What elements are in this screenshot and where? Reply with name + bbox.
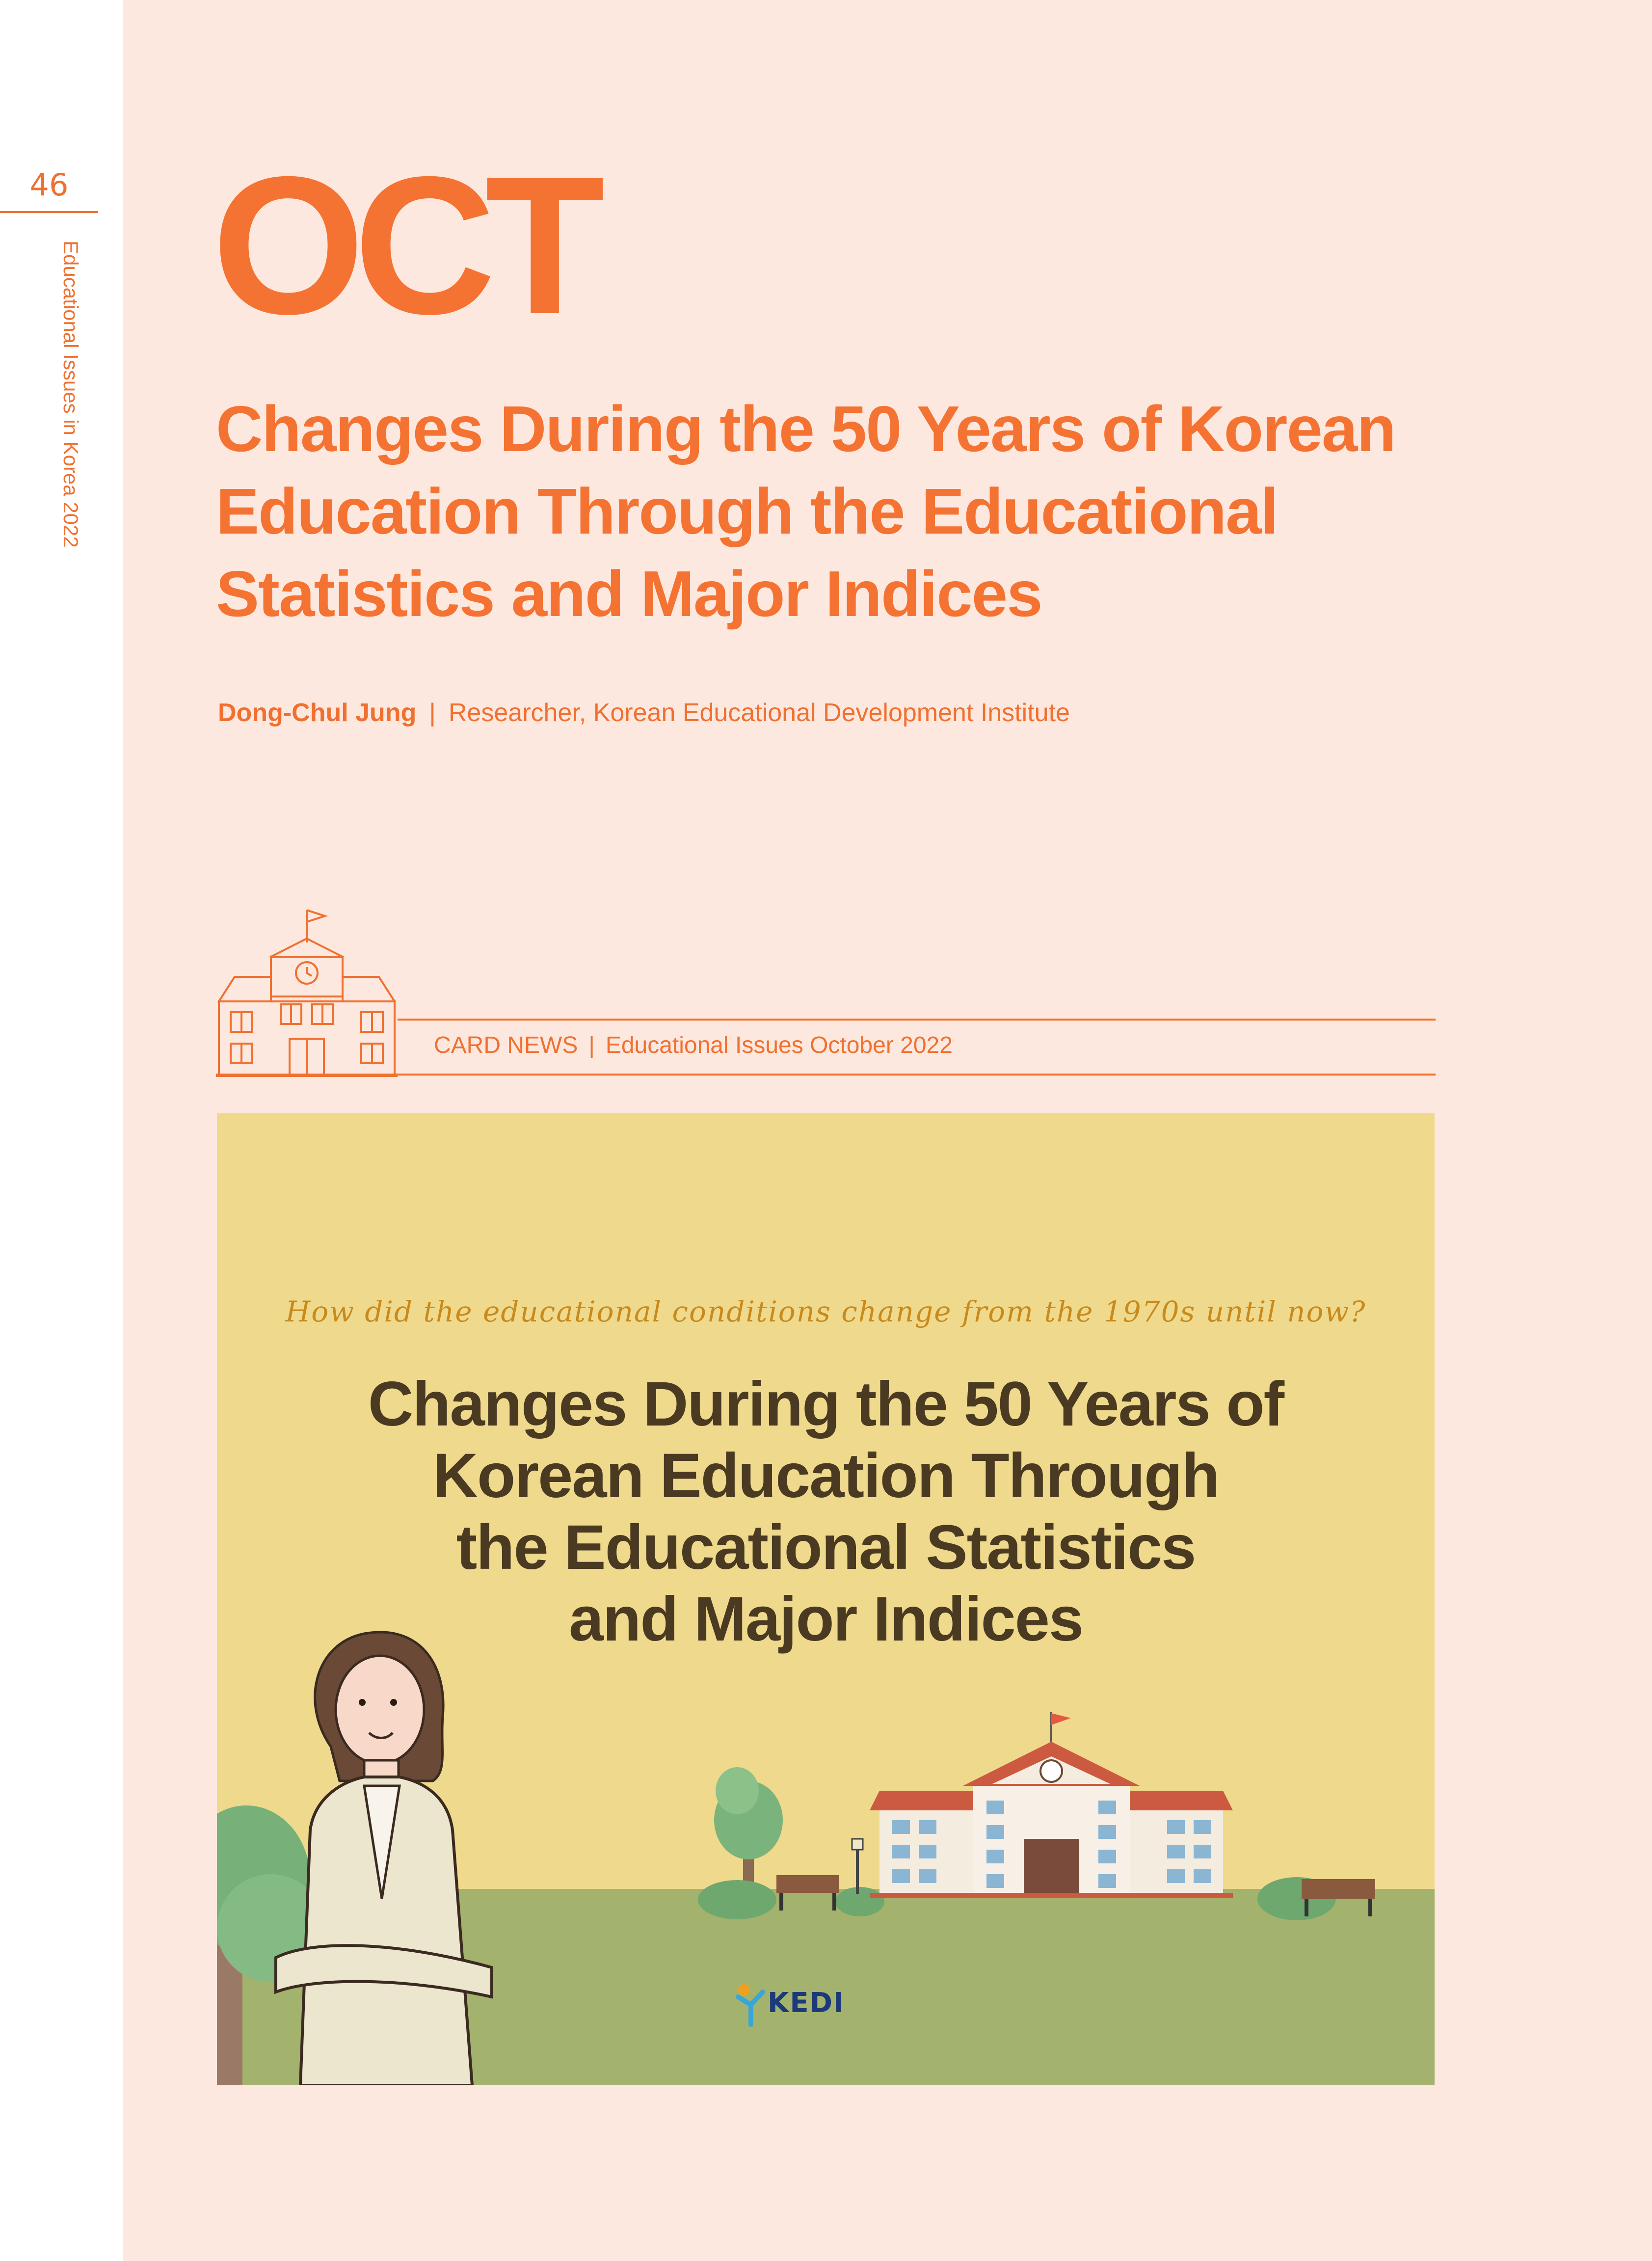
month-heading: OCT bbox=[212, 135, 594, 355]
card-title-line: Korean Education Through bbox=[432, 1441, 1219, 1511]
article-title bbox=[216, 388, 1492, 635]
card-news-image bbox=[217, 1113, 1435, 2085]
card-header-label bbox=[434, 1032, 953, 1059]
card-title-line: Changes During the 50 Years of bbox=[368, 1369, 1284, 1439]
card-header-rule-top bbox=[398, 1019, 1436, 1021]
kedi-logo-text: KEDI bbox=[768, 1987, 845, 2019]
page-number-rule bbox=[0, 211, 98, 213]
author-affiliation: Researcher, Korean Educational Development Institute bbox=[448, 699, 1070, 727]
card-issue-label: Educational Issues October 2022 bbox=[605, 1032, 953, 1058]
article-title-line: Education Through the Educational bbox=[216, 475, 1278, 547]
card-header-rule-bottom bbox=[216, 1074, 1436, 1076]
article-title-line: Changes During the 50 Years of Korean bbox=[216, 393, 1395, 465]
card-header-separator: | bbox=[588, 1032, 595, 1058]
card-question: How did the educational conditions change from the 1970s until now? bbox=[285, 1295, 1366, 1328]
running-head: Educational Issues in Korea 2022 bbox=[59, 241, 82, 548]
article-title-line: Statistics and Major Indices bbox=[216, 558, 1042, 630]
card-title-line: the Educational Statistics bbox=[456, 1512, 1196, 1583]
card-title bbox=[315, 1369, 1336, 1655]
page-number: 46 bbox=[29, 167, 69, 203]
card-news-label: CARD NEWS bbox=[434, 1032, 578, 1058]
byline bbox=[218, 698, 1070, 727]
byline-separator: | bbox=[429, 699, 436, 727]
card-title-line: and Major Indices bbox=[568, 1584, 1083, 1654]
author-name: Dong-Chul Jung bbox=[218, 699, 417, 727]
school-building-icon bbox=[216, 903, 398, 1080]
